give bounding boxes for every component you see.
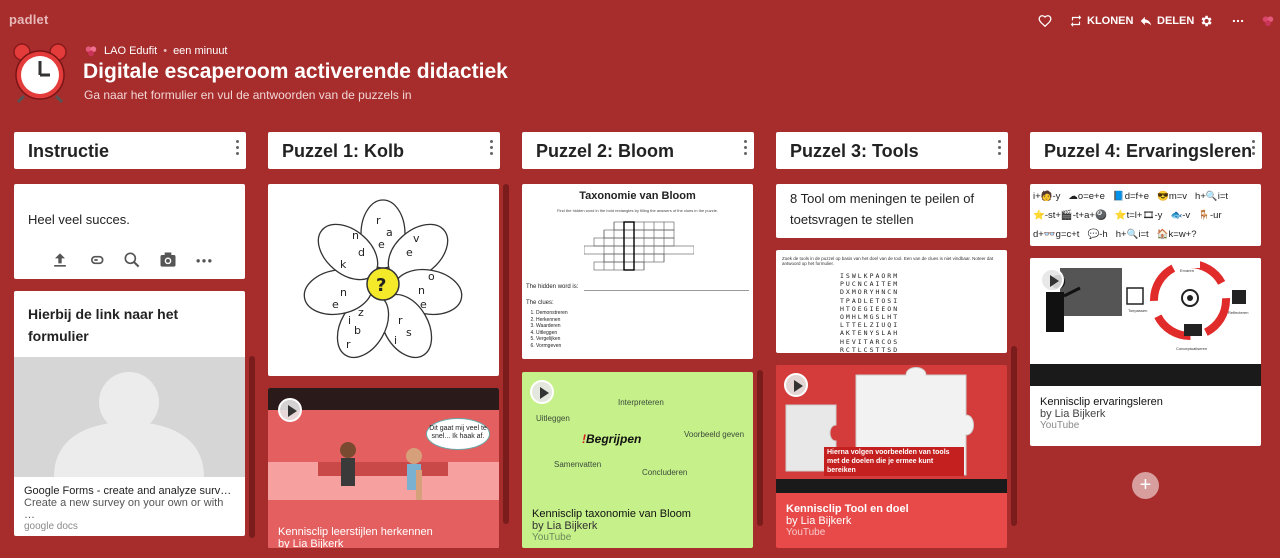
clone-label: KLONEN xyxy=(1087,15,1134,27)
video-caption xyxy=(268,526,499,548)
add-post-button[interactable] xyxy=(1132,472,1159,499)
svg-text:o: o xyxy=(428,270,435,283)
link-description: Create a new survey on your own or with … xyxy=(24,497,224,521)
video-title: Kennisclip taxonomie van Bloom xyxy=(532,508,691,520)
share-arrow-icon xyxy=(1139,14,1153,28)
column-scrollbar[interactable] xyxy=(503,184,509,524)
svg-text:a: a xyxy=(386,226,393,239)
svg-text:r: r xyxy=(398,314,403,327)
camera-icon[interactable] xyxy=(157,250,179,270)
video-caption xyxy=(522,508,753,543)
rebus-puzzle: i+🧑-y ☁o=e+e 📘d=f+e 😎m=v h+🔍i=t ⭐-st+🎬-t+a+🎱 ⭐t=l+🎞-y 🐟-v 🪑-ur d+👓g=c+t 💬-h h+🔍i=t 🏠k=w+? xyxy=(1033,191,1229,240)
column-kolb xyxy=(268,132,500,169)
column-menu-icon[interactable] xyxy=(490,140,494,158)
video-caption xyxy=(1030,396,1261,431)
alarm-clock-icon xyxy=(10,42,70,104)
speech-bubble: Dit gaat mij veel te snel... Ik haak af. xyxy=(426,418,490,450)
video-author: by Lia Bijkerk xyxy=(786,515,852,527)
page-title: Digitale escaperoom activerende didactiek xyxy=(83,60,508,83)
play-icon[interactable] xyxy=(784,373,808,397)
clone-button[interactable] xyxy=(1069,10,1133,32)
clue-item: 6. Vormgeven xyxy=(536,343,568,350)
link-post-card[interactable] xyxy=(14,291,245,536)
cycle-label: Ervaren xyxy=(1180,268,1195,273)
video-overlay-text: Hierna volgen voorbeelden van tools met de doelen die je ermee kunt bereiken xyxy=(824,447,964,476)
column-tools xyxy=(776,132,1008,169)
link-icon[interactable] xyxy=(85,250,107,270)
bloom-word: Samenvatten xyxy=(554,460,602,469)
video-thumbnail xyxy=(268,410,499,500)
video-author: by Lia Bijkerk xyxy=(278,538,344,548)
worksheet-instructions: Find the hidden word in the bold rectangles by filling the answers of the clues in the puzzle. xyxy=(557,208,718,213)
column-menu-icon[interactable] xyxy=(744,140,748,158)
upload-icon[interactable] xyxy=(49,250,71,270)
padlet-logo[interactable]: padlet xyxy=(9,12,49,27)
column-header xyxy=(776,132,1008,169)
video-caption xyxy=(776,503,1007,538)
column-menu-icon[interactable] xyxy=(1252,140,1256,158)
hidden-word-label: The hidden word is: xyxy=(526,284,579,290)
svg-text:n: n xyxy=(418,284,425,297)
word-search-grid: ISWLKPAORM PUCNCAITEM DXMORYHNCN TPADLETOSI HTOEGIEEON OMHLMGSLHT LTTELZIUQI AKTENYSLAH HEVITARCOS RCTLCSTTSD xyxy=(840,272,900,353)
repeat-icon xyxy=(1069,14,1083,28)
column-menu-icon[interactable] xyxy=(998,140,1002,158)
svg-text:i: i xyxy=(394,334,398,347)
svg-text:e: e xyxy=(406,246,413,259)
column-menu-icon[interactable] xyxy=(236,140,240,158)
video-source: YouTube xyxy=(786,527,826,538)
svg-text:r: r xyxy=(346,338,351,351)
svg-text:e: e xyxy=(332,298,339,311)
video-source: YouTube xyxy=(1040,420,1080,431)
share-label: DELEN xyxy=(1157,15,1195,27)
clue-item: 4. Uitleggen xyxy=(536,330,568,337)
crossword-grid-image xyxy=(584,220,694,276)
bloom-word: Interpreteren xyxy=(618,398,664,407)
clues-list xyxy=(536,310,568,349)
gear-icon xyxy=(1199,14,1213,28)
video-author: by Lia Bijkerk xyxy=(1040,408,1106,420)
clues-label: The clues: xyxy=(526,300,554,306)
svg-text:z: z xyxy=(358,306,364,319)
text-post-card[interactable] xyxy=(776,184,1007,238)
column-header xyxy=(522,132,754,169)
play-icon[interactable] xyxy=(1040,268,1064,292)
heart-icon xyxy=(1038,14,1052,28)
cycle-label: Toepassen xyxy=(1128,308,1148,313)
column-title: Instructie xyxy=(28,141,110,161)
svg-text:b: b xyxy=(354,324,361,337)
learning-cycle-image xyxy=(1030,258,1261,386)
share-button[interactable] xyxy=(1139,10,1194,32)
video-post-card[interactable] xyxy=(522,372,753,548)
image-post-card[interactable] xyxy=(268,184,499,376)
play-icon[interactable] xyxy=(530,380,554,404)
video-post-card[interactable] xyxy=(268,388,499,548)
column-title: Puzzel 3: Tools xyxy=(790,141,919,161)
author-avatar-icon xyxy=(84,44,98,58)
column-title: Puzzel 2: Bloom xyxy=(536,141,675,161)
play-icon[interactable] xyxy=(278,398,302,422)
avatar-icon xyxy=(1261,14,1275,28)
video-title: Kennisclip ervaringsleren xyxy=(1040,396,1163,408)
svg-text:d: d xyxy=(358,246,365,259)
image-post-card[interactable] xyxy=(1030,184,1261,246)
kolb-flower-puzzle-image xyxy=(268,184,499,376)
svg-text:v: v xyxy=(413,232,420,245)
svg-text:r: r xyxy=(376,214,381,227)
column-header xyxy=(268,132,500,169)
bloom-word: Uitleggen xyxy=(536,414,570,423)
link-thumbnail xyxy=(14,357,245,477)
column-title: Puzzel 4: Ervaringsleren xyxy=(1044,141,1253,161)
svg-text:i: i xyxy=(348,314,352,327)
bloom-word-main: !Begrijpen xyxy=(582,432,642,446)
search-image-icon[interactable] xyxy=(121,250,143,270)
video-title: Kennisclip Tool en doel xyxy=(786,503,909,515)
padlet-header xyxy=(10,42,910,106)
cycle-label: Conceptualiseren xyxy=(1176,346,1208,351)
column-scrollbar[interactable] xyxy=(249,356,255,538)
bloom-word: Voorbeeld geven xyxy=(684,430,745,439)
clue-item: 5. Vergelijken xyxy=(536,336,568,343)
image-post-card[interactable] xyxy=(776,250,1007,353)
column-ervaringsleren xyxy=(1030,132,1262,169)
post-heading: Hierbij de link naar het formulier xyxy=(28,306,179,344)
puzzle-instructions: Zoek de tools in de puzzel op basis van het doel van de tool. Een van de clues is niet vindbaar. Noteer dat antwoord op het formulier. xyxy=(782,256,994,266)
user-avatar[interactable] xyxy=(1261,10,1275,32)
attachment-toolbar xyxy=(49,250,215,270)
more-horizontal-icon[interactable] xyxy=(193,250,215,270)
link-caption xyxy=(14,485,245,532)
video-source: YouTube xyxy=(532,532,572,543)
column-header xyxy=(14,132,246,169)
text-post-card[interactable] xyxy=(14,184,245,279)
clue-item: 2. Herkennen xyxy=(536,317,568,324)
video-post-card[interactable] xyxy=(1030,258,1261,446)
column-bloom xyxy=(522,132,754,169)
svg-text:n: n xyxy=(352,229,359,242)
column-scrollbar[interactable] xyxy=(1011,346,1017,526)
bloom-word: Concluderen xyxy=(642,468,688,477)
video-title: Kennisclip leerstijlen herkennen xyxy=(278,526,433,538)
heart-button[interactable] xyxy=(1038,10,1052,32)
svg-text:e: e xyxy=(420,298,427,311)
post-time: een minuut xyxy=(173,45,228,57)
post-text: 8 Tool om meningen te peilen of toetsvragen te stellen xyxy=(790,191,975,227)
svg-text:e: e xyxy=(378,238,385,251)
link-source: google docs xyxy=(24,521,78,532)
worksheet-title: Taxonomie van Bloom xyxy=(579,190,696,202)
svg-text:s: s xyxy=(406,326,412,339)
video-post-card[interactable] xyxy=(776,365,1007,548)
settings-button[interactable] xyxy=(1199,10,1213,32)
clue-item: 1. Demonstreren xyxy=(536,310,568,317)
column-title: Puzzel 1: Kolb xyxy=(282,141,405,161)
plus-icon: + xyxy=(1139,474,1152,496)
generic-user-icon xyxy=(14,357,245,477)
post-text: Heel veel succes. xyxy=(28,212,130,227)
cycle-label: Reflecteren xyxy=(1228,310,1249,315)
top-bar xyxy=(0,0,1280,40)
svg-text:n: n xyxy=(340,286,347,299)
page-subtitle: Ga naar het formulier en vul de antwoorden van de puzzels in xyxy=(84,88,412,102)
separator-dot: • xyxy=(163,45,168,57)
author-line xyxy=(84,44,228,58)
video-author: by Lia Bijkerk xyxy=(532,520,598,532)
more-horizontal-icon xyxy=(1231,14,1245,28)
column-scrollbar[interactable] xyxy=(757,370,763,526)
column-instructie xyxy=(14,132,246,169)
clue-item: 3. Waarderen xyxy=(536,323,568,330)
svg-text:k: k xyxy=(340,258,347,271)
author-name[interactable]: LAO Edufit xyxy=(104,45,158,57)
svg-text:?: ? xyxy=(376,275,387,296)
video-thumbnail xyxy=(1030,258,1261,386)
link-title: Google Forms - create and analyze surv… xyxy=(24,485,232,497)
image-post-card[interactable] xyxy=(522,184,753,359)
column-header xyxy=(1030,132,1262,169)
video-thumbnail xyxy=(776,365,1007,493)
more-menu-button[interactable] xyxy=(1231,10,1245,32)
